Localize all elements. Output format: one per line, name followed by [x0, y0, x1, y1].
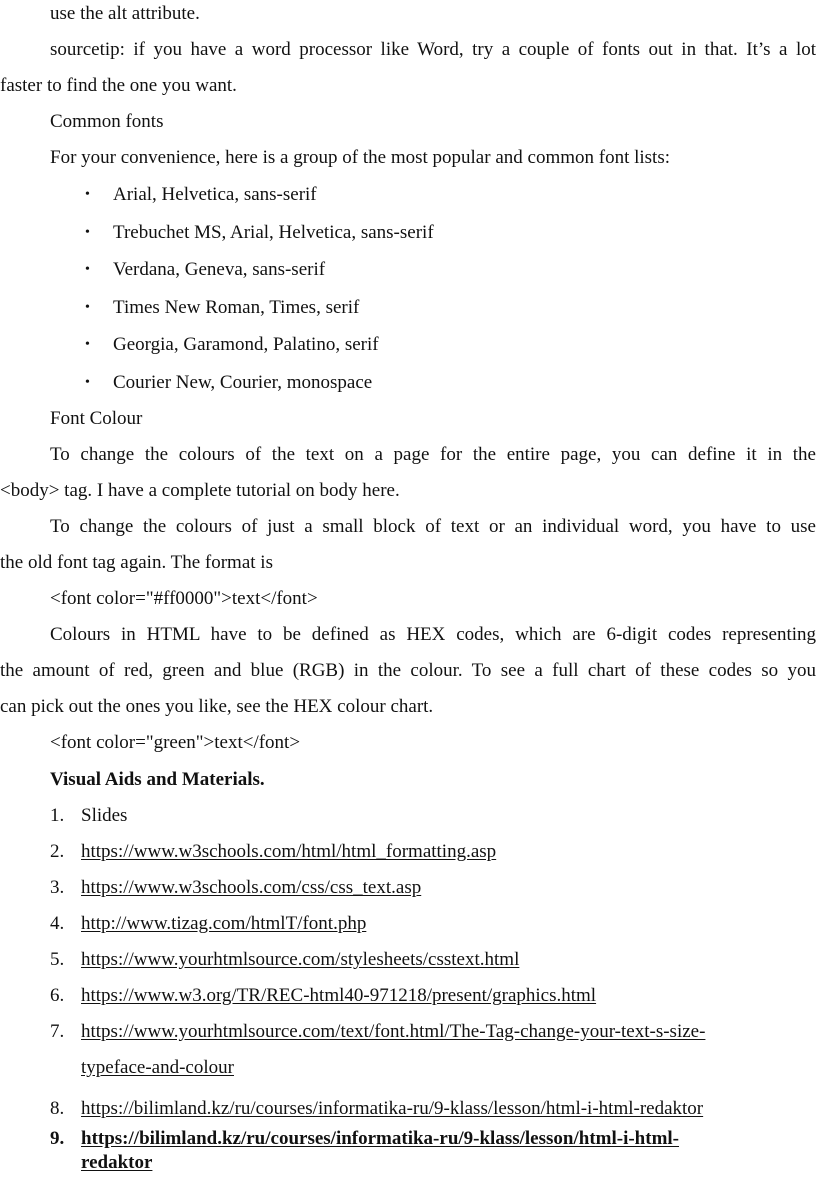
bullet-icon: • [85, 337, 90, 352]
tip-line-2: faster to find the one you want. [0, 75, 237, 96]
bullet-icon: • [85, 300, 90, 315]
visual-aids-heading: Visual Aids and Materials. [50, 769, 265, 790]
list-number: 8. [50, 1098, 65, 1119]
material-link-line-2[interactable]: redaktor [81, 1152, 153, 1173]
material-item-slides: Slides [81, 805, 128, 826]
material-link[interactable]: https://www.w3schools.com/html/html_formatting.asp [81, 841, 497, 862]
alt-attribute-line: use the alt attribute. [50, 3, 200, 24]
code-example-green: <font color="green">text</font> [50, 732, 301, 753]
material-link[interactable]: https://bilimland.kz/ru/courses/informatika-ru/9-klass/lesson/html-i-html-redaktor [81, 1098, 704, 1119]
material-link-line-1[interactable]: https://www.yourhtmlsource.com/text/font.html/The-Tag-change-your-text-s-size- [81, 1021, 706, 1042]
list-number: 4. [50, 913, 65, 934]
list-number: 5. [50, 949, 65, 970]
code-example-red: <font color="#ff0000">text</font> [50, 588, 318, 609]
bullet-icon: • [85, 187, 90, 202]
font-list-item: Courier New, Courier, monospace [113, 372, 373, 393]
bullet-icon: • [85, 262, 90, 277]
list-number: 9. [50, 1128, 65, 1149]
font-list-item: Trebuchet MS, Arial, Helvetica, sans-serif [113, 222, 434, 243]
hex-para-line-1: Colours in HTML have to be defined as HEX codes, which are 6-digit codes representing [50, 624, 816, 645]
tip-line-1: sourcetip: if you have a word processor like Word, try a couple of fonts out in that. It’s a lot [50, 39, 816, 60]
material-link[interactable]: https://www.yourhtmlsource.com/stylesheets/csstext.html [81, 949, 520, 970]
bullet-icon: • [85, 225, 90, 240]
body-para-line-2: <body> tag. I have a complete tutorial on body here. [0, 480, 400, 501]
common-fonts-heading: Common fonts [50, 111, 164, 132]
list-number: 7. [50, 1021, 65, 1042]
font-colour-heading: Font Colour [50, 408, 143, 429]
body-para-line-1: To change the colours of the text on a page for the entire page, you can define it in the [50, 444, 816, 465]
list-number: 2. [50, 841, 65, 862]
hex-para-line-3: can pick out the ones you like, see the HEX colour chart. [0, 696, 434, 717]
font-list-item: Times New Roman, Times, serif [113, 297, 360, 318]
font-list-item: Georgia, Garamond, Palatino, serif [113, 334, 379, 355]
hex-para-line-2: the amount of red, green and blue (RGB) in the colour. To see a full chart of these codes so you [0, 660, 816, 681]
font-list-item: Arial, Helvetica, sans-serif [113, 184, 317, 205]
list-number: 1. [50, 805, 65, 826]
block-para-line-2: the old font tag again. The format is [0, 552, 273, 573]
font-list-item: Verdana, Geneva, sans-serif [113, 259, 326, 280]
material-link[interactable]: http://www.tizag.com/htmlT/font.php [81, 913, 367, 934]
material-link-line-2[interactable]: typeface-and-colour [81, 1057, 234, 1078]
bullet-icon: • [85, 375, 90, 390]
common-fonts-intro: For your convenience, here is a group of the most popular and common font lists: [50, 147, 671, 168]
material-link[interactable]: https://www.w3schools.com/css/css_text.asp [81, 877, 422, 898]
material-link-line-1[interactable]: https://bilimland.kz/ru/courses/informatika-ru/9-klass/lesson/html-i-html- [81, 1128, 680, 1149]
list-number: 3. [50, 877, 65, 898]
block-para-line-1: To change the colours of just a small block of text or an individual word, you have to use [50, 516, 816, 537]
list-number: 6. [50, 985, 65, 1006]
material-link[interactable]: https://www.w3.org/TR/REC-html40-971218/present/graphics.html [81, 985, 597, 1006]
